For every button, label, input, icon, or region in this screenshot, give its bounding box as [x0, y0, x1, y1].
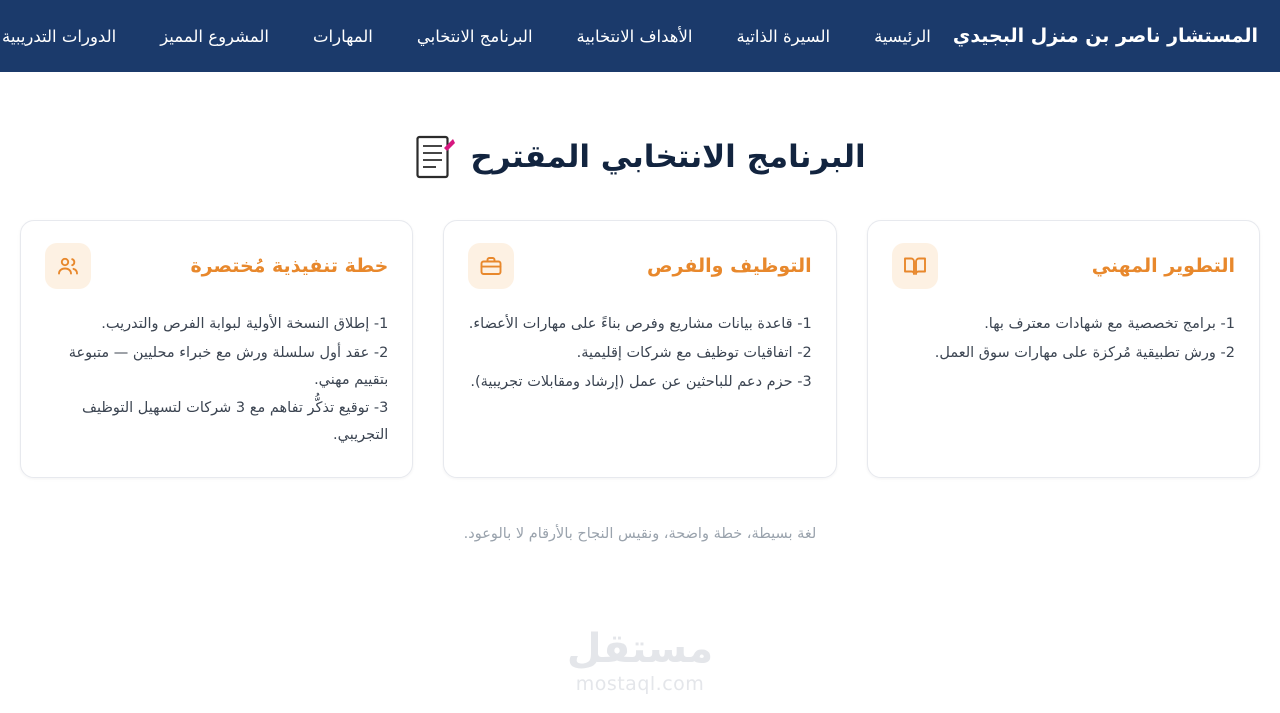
- card-title: خطة تنفيذية مُختصرة: [190, 255, 389, 277]
- card-header: [892, 243, 1235, 289]
- page-footnote: لغة بسيطة، خطة واضحة، ونقيس النجاح بالأرقام لا بالوعود.: [463, 526, 817, 543]
- nav-link-featured-project[interactable]: المشروع المميز: [160, 26, 270, 46]
- card-employment-opportunities[interactable]: [443, 220, 836, 478]
- card-title: التطوير المهني: [1091, 255, 1235, 277]
- list-item: 3- توقيع تذكُّر تفاهم مع 3 شركات لتسهيل التوظيف التجريبي.: [81, 400, 389, 444]
- list-item: 1- إطلاق النسخة الأولية لبوابة الفرص والتدريب.: [101, 316, 389, 332]
- card-item-list: [45, 311, 388, 449]
- book-icon: [892, 243, 938, 289]
- top-navigation-bar: [0, 0, 1280, 72]
- list-item: 3- حزم دعم للباحثين عن عمل (إرشاد ومقابلات تجريبية).: [470, 373, 812, 390]
- card-execution-plan[interactable]: [20, 220, 413, 478]
- document-icon: [414, 134, 456, 180]
- list-item: 1- قاعدة بيانات مشاريع وفرص بناءً على مهارات الأعضاء.: [468, 316, 812, 332]
- page-title-row: [20, 72, 1260, 190]
- briefcase-icon: [468, 243, 514, 289]
- nav-link-goals[interactable]: الأهداف الانتخابية: [576, 26, 693, 46]
- list-item: 2- اتفاقيات توظيف مع شركات إقليمية.: [576, 344, 812, 361]
- card-item-list: [468, 311, 811, 395]
- site-brand-title: المستشار ناصر بن منزل البجيدي: [952, 25, 1258, 47]
- nav-link-program[interactable]: البرنامج الانتخابي: [416, 26, 533, 46]
- content-container: [20, 72, 1260, 542]
- page-body: [0, 72, 1280, 713]
- nav-link-home[interactable]: الرئيسية: [874, 26, 931, 46]
- watermark-text: mostaql.com: [575, 673, 705, 695]
- list-item: 2- عقد أول سلسلة ورش مع خبراء محليين — متبوعة بتقييم مهني.: [68, 344, 389, 388]
- users-icon: [45, 243, 91, 289]
- nav-links: [0, 19, 953, 54]
- page-title: البرنامج الانتخابي المقترح: [470, 139, 866, 175]
- card-header: [468, 243, 811, 289]
- card-title: التوظيف والفرص: [646, 255, 812, 277]
- watermark-logo: مستقل: [566, 626, 714, 672]
- list-item: 2- ورش تطبيقية مُركزة على مهارات سوق العمل.: [934, 344, 1235, 361]
- nav-link-courses[interactable]: الدورات التدريبية: [2, 26, 117, 46]
- nav-link-cv[interactable]: السيرة الذاتية: [736, 26, 831, 46]
- nav-link-skills[interactable]: المهارات: [313, 26, 373, 46]
- card-professional-development[interactable]: [867, 220, 1260, 478]
- card-item-list: [892, 311, 1235, 367]
- card-header: [45, 243, 388, 289]
- list-item: 1- برامج تخصصية مع شهادات معترف بها.: [984, 316, 1235, 332]
- program-cards: [20, 220, 1260, 478]
